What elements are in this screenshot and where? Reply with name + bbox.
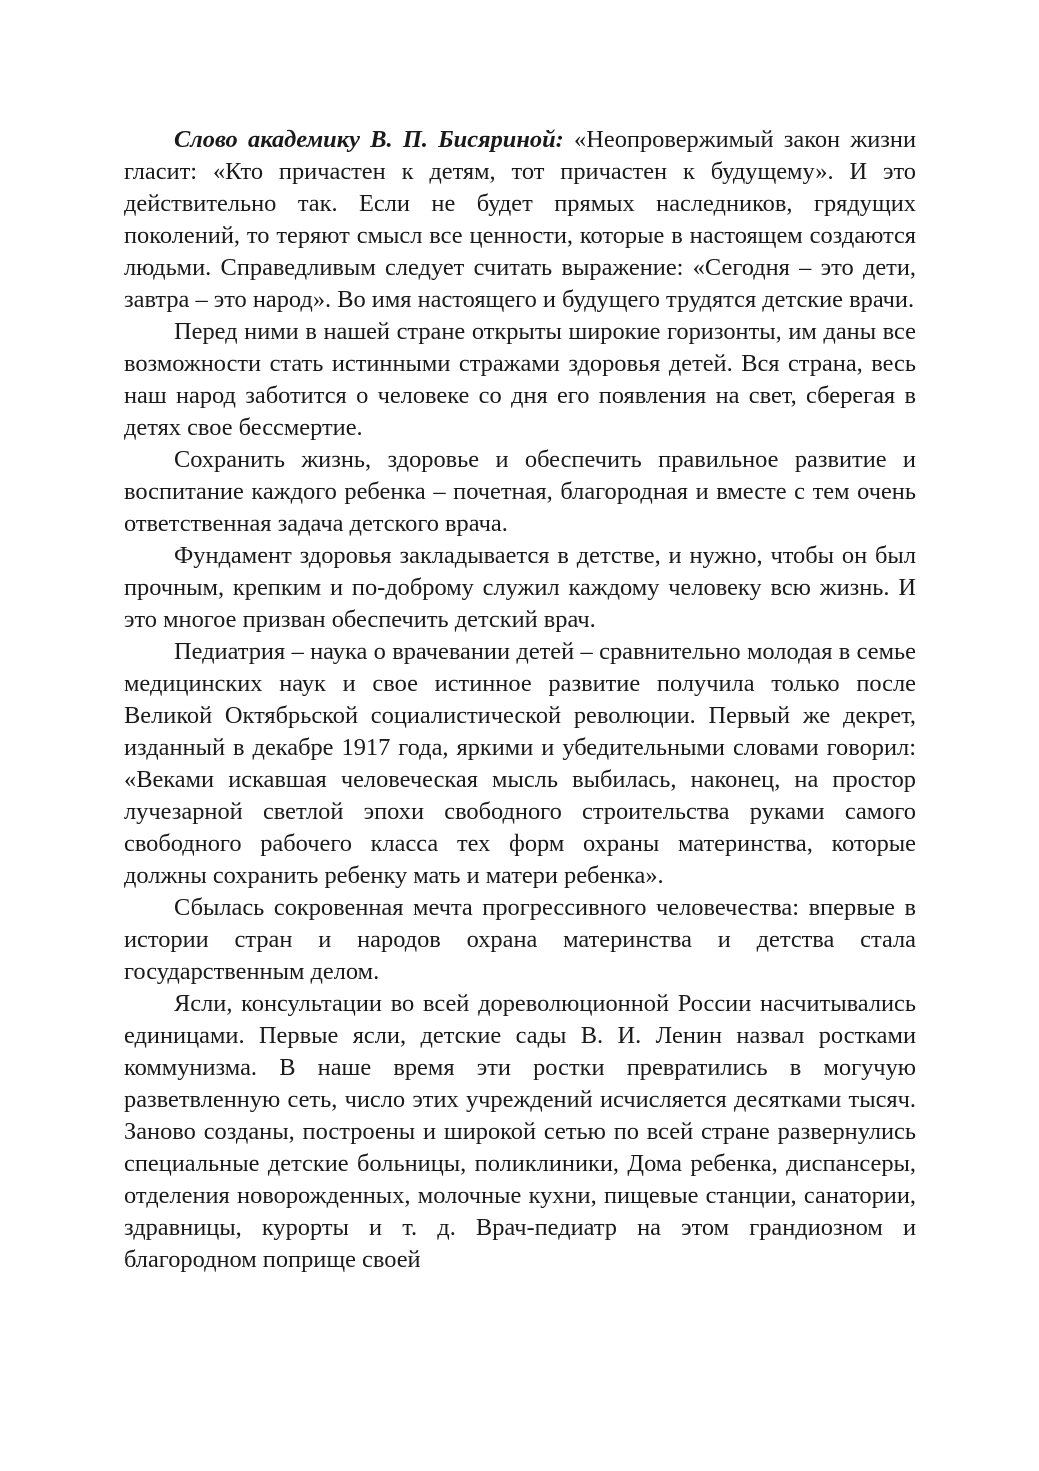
paragraph-1 [124,124,916,316]
paragraph-4: Фундамент здоровья закладывается в детстве, и нужно, чтобы он был прочным, крепким и по-доброму служил каждому человеку всю жизнь. И это многое призван обеспечить детский врач. [124,542,916,633]
paragraph-1-text: «Неопровержимый закон жизни гласит: «Кто причастен к детям, тот причастен к будущему». И это действительно так. Если не будет прямых наследников, грядущих поколений, то теряют смысл все ценности, которые в настоящем создаются людьми. Справедливым следует считать выражение: «Сегодня – это дети, завтра – это народ». Во имя настоящего и будущего трудятся детские врачи. [124,126,916,313]
document-page [124,124,916,1276]
paragraph-2: Перед ними в нашей стране открыты широкие горизонты, им даны все возможности стать истинными стражами здоровья детей. Вся страна, весь наш народ заботится о человеке со дня его появления на свет, сберегая в детях свое бессмертие. [124,318,916,441]
paragraph-7: Ясли, консультации во всей дореволюционной России насчитывались единицами. Первые ясли, детские сады В. И. Ленин назвал ростками коммунизма. В наше время эти ростки превратились в могучую разветвленную сеть, число этих учреждений исчисляется десятками тысяч. Заново созданы, построены и широкой сетью по всей стране развернулись специальные детские больницы, поликлиники, Дома ребенка, диспансеры, отделения новорожденных, молочные кухни, пищевые станции, санатории, здравницы, курорты и т. д. Врач-педиатр на этом грандиозном и благородном поприще своей [124,990,916,1273]
lead-heading: Слово академику В. П. Бисяриной: [174,126,564,153]
paragraph-5: Педиатрия – наука о врачевании детей – сравнительно молодая в семье медицинских наук и свое истинное развитие получила только после Великой Октябрьской социалистической революции. Первый же декрет, изданный в декабре 1917 года, яркими и убедительными словами говорил: «Веками искавшая человеческая мысль выбилась, наконец, на простор лучезарной светлой эпохи свободного строительства руками самого свободного рабочего класса тех форм охраны материнства, которые должны сохранить ребенку мать и матери ребенка». [124,638,916,889]
paragraph-6: Сбылась сокровенная мечта прогрессивного человечества: впервые в истории стран и народов охрана материнства и детства стала государственным делом. [124,894,916,985]
paragraph-3: Сохранить жизнь, здоровье и обеспечить правильное развитие и воспитание каждого ребенка – почетная, благородная и вместе с тем очень ответственная задача детского врача. [124,446,916,537]
